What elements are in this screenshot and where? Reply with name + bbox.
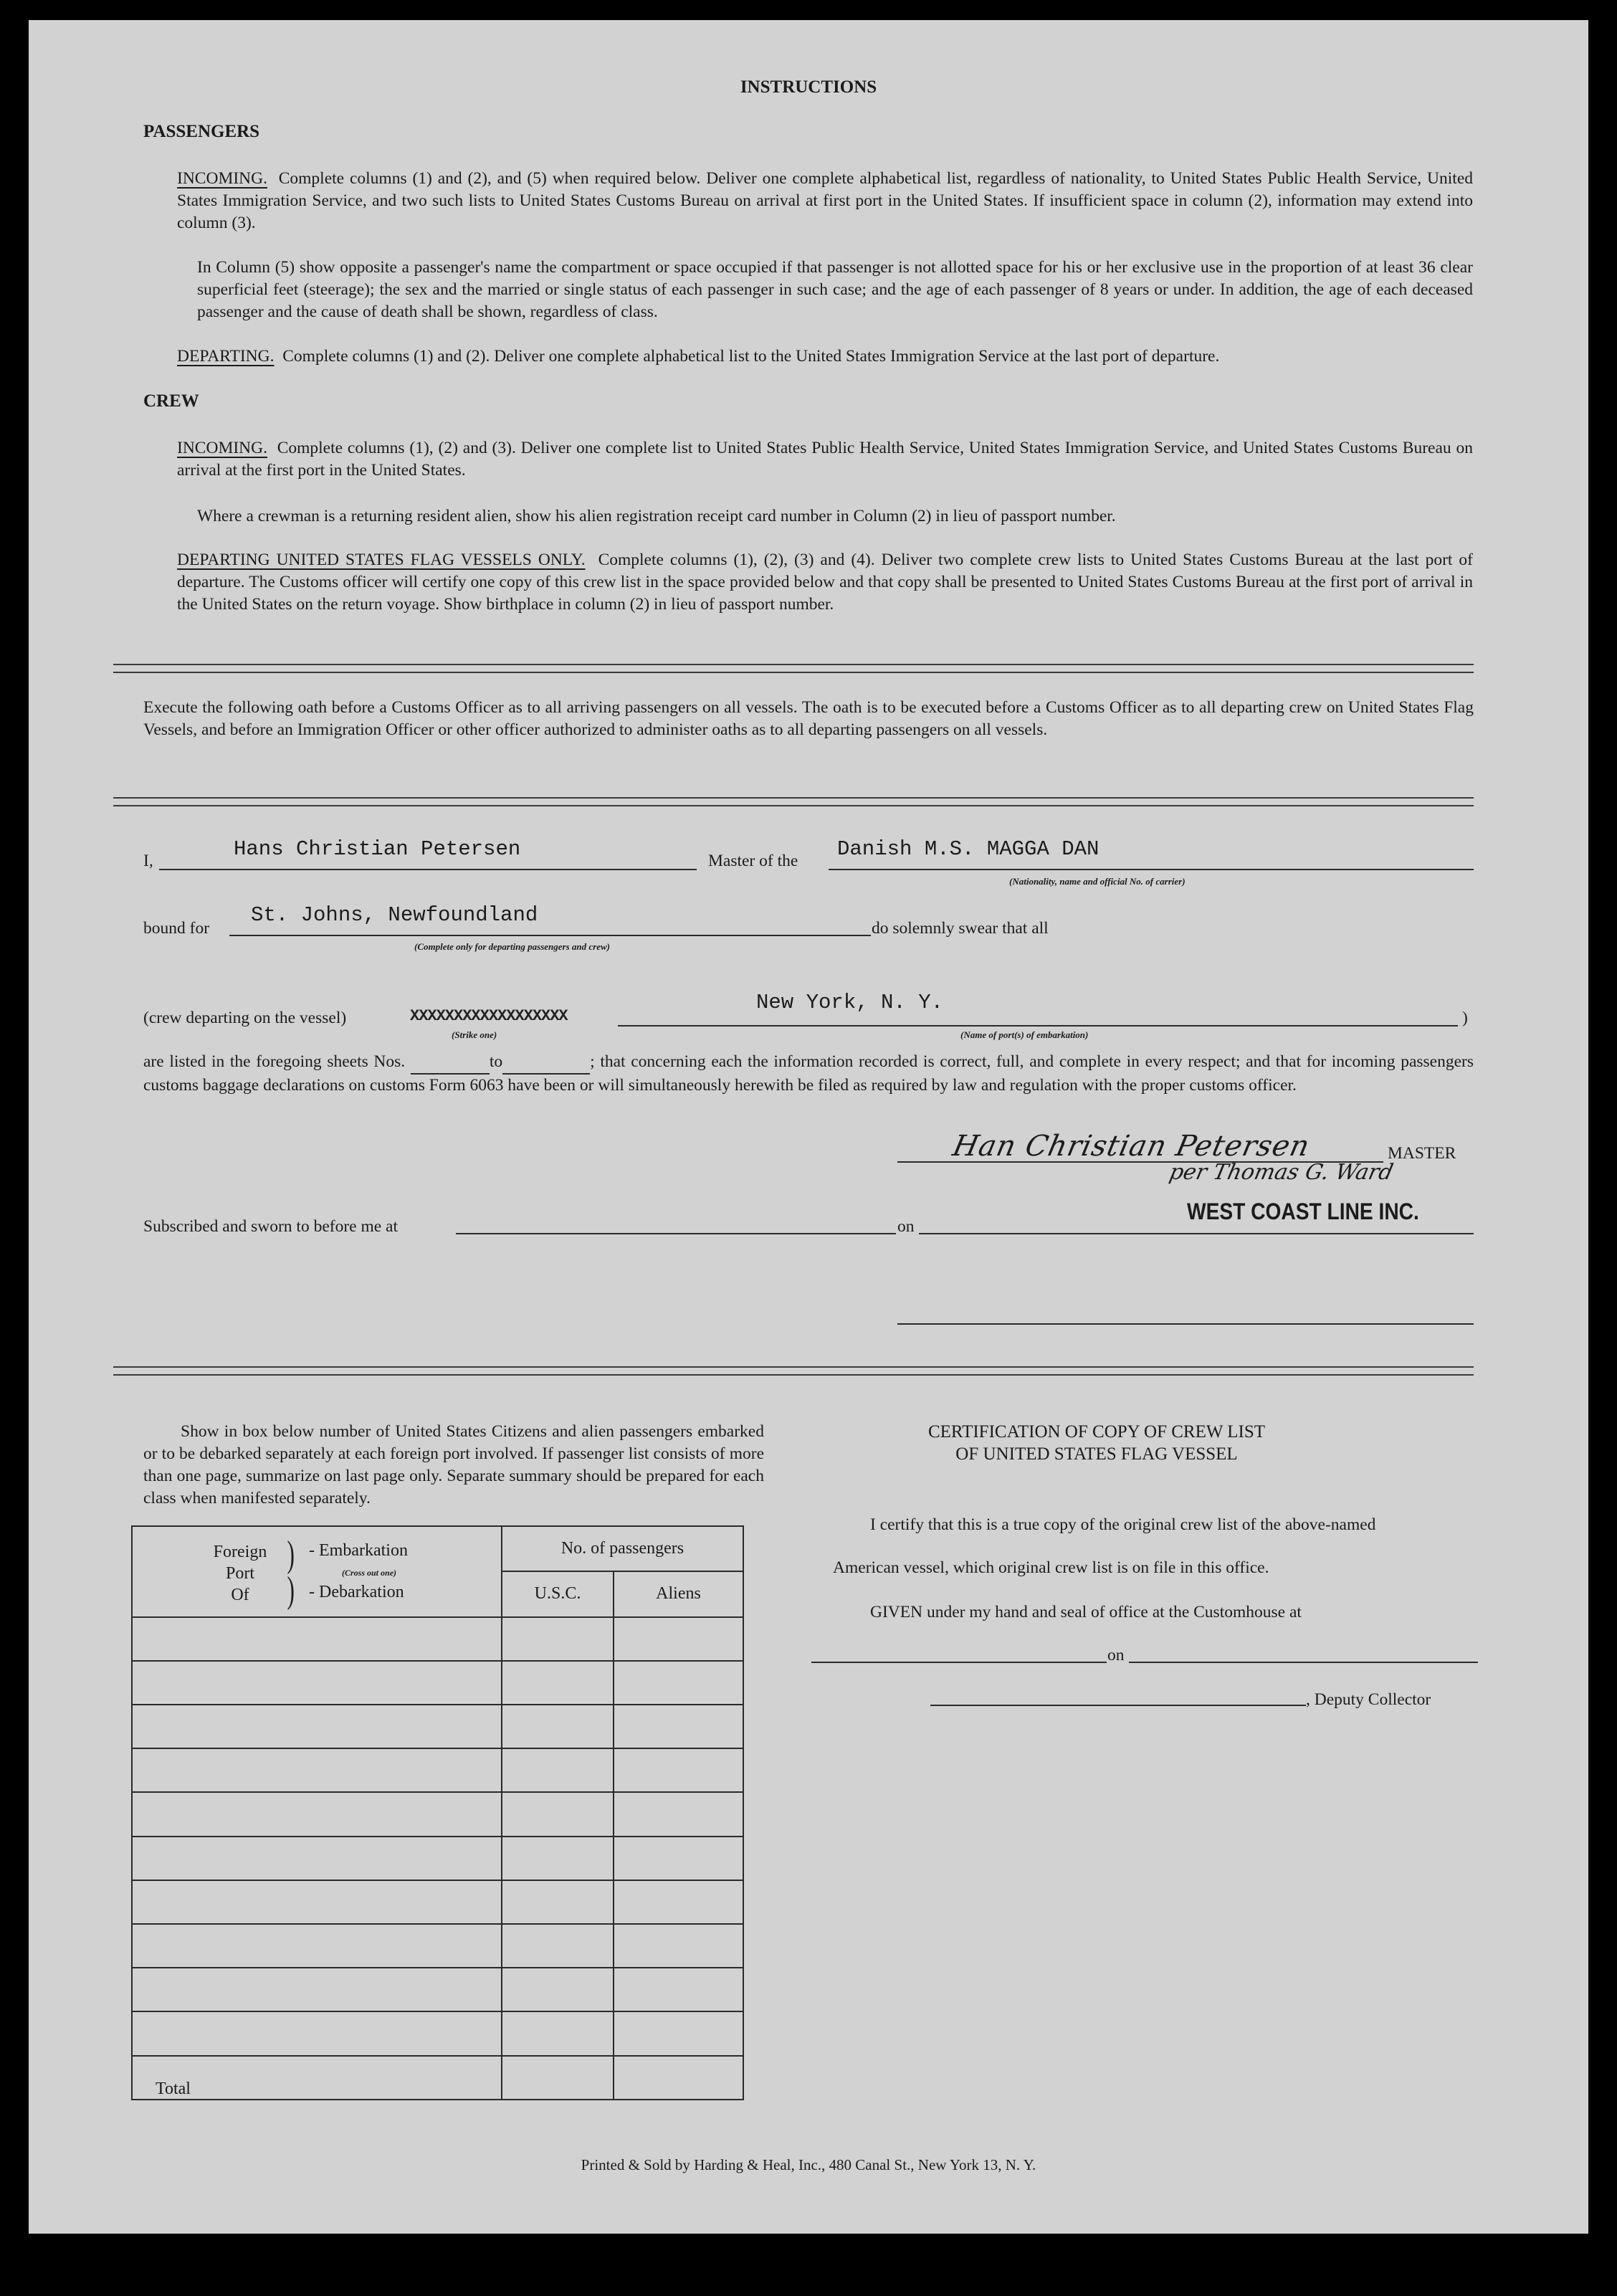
signature-per: per Thomas G. Ward (1167, 1160, 1396, 1185)
table-row (132, 1924, 743, 1968)
embarkation-caption: (Name of port(s) of embarkation) (960, 1029, 1089, 1040)
passengers-column5-paragraph: In Column (5) show opposite a passenger's name the compartment or space occupied if that passenger is not allotted space for his or her exclusive use in the proportion of at least 36 clear superficial feet (steerage); the sex and the married or single status of each passenger in such case; and the age of each passenger of 8 years or under. In addition, the age of each deceased passenger and the cause of death shall be shown, regardless of class. (197, 258, 1473, 321)
total-label-cell (132, 2056, 502, 2100)
sheet-to-field[interactable] (502, 1051, 590, 1075)
crew-returning-paragraph: Where a crewman is a returning resident alien, show his alien registration receipt card number in Column (2) in lieu of passport number. (197, 507, 1116, 525)
usc-cell[interactable] (502, 1924, 614, 1968)
port-cell[interactable] (132, 1837, 502, 1880)
usc-header: U.S.C. (502, 1571, 614, 1616)
aliens-cell[interactable] (614, 1880, 743, 1924)
usc-cell[interactable] (502, 1968, 614, 2011)
table-row (132, 1880, 743, 1924)
crew-departing-label: (crew departing on the vessel) (143, 1009, 347, 1027)
section-divider (113, 664, 1474, 673)
certification-title-line2: OF UNITED STATES FLAG VESSEL (955, 1444, 1238, 1464)
embarkation-field-line (618, 1004, 1458, 1026)
oath-i-label: I, (143, 852, 153, 870)
certify-line1: I certify that this is a true copy of the original crew list of the above-named (870, 1515, 1376, 1534)
debarkation-option: - Debarkation (309, 1583, 404, 1602)
passengers-incoming-text: Complete columns (1) and (2), and (5) when required below. Deliver one complete alphabetical list, regardless of nationality, to United States Public Health Service, United States Immigration Service, and two such lists to United States Customs Bureau on arrival at first port in the United States. If insufficient space in column (2), information may extend into column (3). (177, 169, 1474, 232)
usc-cell[interactable] (502, 1792, 614, 1836)
total-label: Total (156, 2080, 191, 2098)
usc-cell[interactable] (502, 1880, 614, 1924)
passengers-incoming-paragraph (177, 168, 1473, 234)
table-row (132, 1748, 743, 1792)
total-row (132, 2056, 743, 2100)
port-cell[interactable] (132, 1705, 502, 1748)
table-row (132, 1705, 743, 1748)
usc-cell[interactable] (502, 1661, 614, 1705)
port-cell[interactable] (132, 1924, 502, 1968)
total-aliens-cell[interactable] (614, 2056, 743, 2100)
strike-caption: (Strike one) (452, 1029, 497, 1040)
port-cell[interactable] (132, 1617, 502, 1661)
listed-rest: ; that concerning each the information recorded is correct, full, and complete in every respect; and that for incoming passengers customs baggage declarations on customs Form 6063 have been or will simultaneously herewith be filed as required by law and regulation with the proper customs officer. (143, 1052, 1474, 1095)
usc-cell[interactable] (502, 1748, 614, 1792)
aliens-cell[interactable] (614, 1705, 743, 1748)
cross-out-caption: (Cross out one) (342, 1568, 397, 1578)
table-row (132, 1968, 743, 2011)
table-row (132, 2011, 743, 2055)
master-label: MASTER (1388, 1144, 1456, 1163)
subscribed-date-field[interactable] (919, 1211, 1474, 1234)
crew-incoming-text: Complete columns (1), (2) and (3). Deliver one complete list to United States Public Health Service, United States Immigration Service, and United States Customs Bureau on arrival at the first port in the United States. (177, 439, 1473, 480)
passengers-departing-text: Complete columns (1) and (2). Deliver one complete alphabetical list to the United States Immigration Service at the last port of departure. (282, 347, 1220, 366)
table-row (132, 1661, 743, 1705)
usc-cell[interactable] (502, 1705, 614, 1748)
swear-text: do solemnly swear that all (872, 919, 1049, 938)
embarkation-port-field[interactable]: New York, N. Y. (756, 991, 944, 1014)
aliens-cell[interactable] (614, 1748, 743, 1792)
deputy-collector-label: , Deputy Collector (1306, 1690, 1431, 1709)
certification-on-label: on (1107, 1646, 1125, 1664)
aliens-cell[interactable] (614, 1661, 743, 1705)
listed-prefix: are listed in the foregoing sheets Nos. (143, 1052, 406, 1071)
crew-departing-text: Complete columns (1), (2), (3) and (4). Deliver two complete crew lists to United States Customs Bureau at the last port of departure. The Customs officer will certify one copy of this crew list in the space provided below and that copy shall be presented to United States Customs Bureau at the first port of arrival in the United States on the return voyage. Show birthplace in column (2) in lieu of passport number. (177, 551, 1473, 614)
passengers-departing-paragraph (177, 346, 1473, 368)
passenger-summary-table (131, 1525, 744, 2100)
given-text: GIVEN under my hand and seal of office at the Customhouse at (870, 1603, 1302, 1621)
customhouse-field[interactable] (811, 1642, 1107, 1663)
master-name-field[interactable]: Hans Christian Petersen (234, 837, 521, 861)
aliens-cell[interactable] (614, 2011, 743, 2055)
aliens-cell[interactable] (614, 1837, 743, 1880)
page-title: INSTRUCTIONS (740, 77, 877, 97)
brace-upper: ) (287, 1534, 295, 1576)
crew-departing-paragraph (177, 549, 1473, 616)
passengers-departing-label: DEPARTING. (177, 347, 275, 366)
aliens-header: Aliens (614, 1571, 743, 1616)
aliens-cell[interactable] (614, 1968, 743, 2011)
certification-date-field[interactable] (1129, 1642, 1478, 1663)
total-usc-cell[interactable] (502, 2056, 614, 2100)
subscribed-place-field[interactable] (456, 1211, 896, 1234)
port-cell[interactable] (132, 1748, 502, 1792)
officer-signature-field[interactable] (897, 1302, 1474, 1325)
table-row (132, 1837, 743, 1880)
port-cell[interactable] (132, 1968, 502, 2011)
foreign-port-header (132, 1526, 502, 1617)
vessel-caption: (Nationality, name and official No. of carrier) (1009, 876, 1186, 887)
section-divider (113, 1366, 1474, 1376)
bound-for-label: bound for (143, 919, 210, 938)
passengers-incoming-label: INCOMING. (177, 169, 267, 188)
sheet-from-field[interactable] (411, 1051, 490, 1075)
struck-text: XXXXXXXXXXXXXXXXXX (410, 1007, 568, 1025)
usc-cell[interactable] (502, 1837, 614, 1880)
table-row (132, 1617, 743, 1661)
port-cell[interactable] (132, 1661, 502, 1705)
close-paren: ) (1462, 1009, 1468, 1027)
table-row (132, 1792, 743, 1836)
subscribed-label: Subscribed and sworn to before me at (143, 1217, 399, 1236)
listed-to: to (489, 1052, 503, 1071)
oath-intro-paragraph: Execute the following oath before a Customs Officer as to all arriving passengers on all vessels. The oath is to be executed before a Customs Officer as to all departing crew on United States Flag Vessels, and before an Immigration Officer or other officer authorized to administer oaths as to all departing passengers on all vessels. (143, 698, 1474, 739)
aliens-cell[interactable] (614, 1924, 743, 1968)
usc-cell[interactable] (502, 1617, 614, 1661)
bound-for-caption: (Complete only for departing passengers and crew) (414, 941, 610, 952)
passengers-heading: PASSENGERS (143, 122, 260, 141)
col-port-line2: Port (225, 1564, 254, 1583)
vessel-field[interactable]: Danish M.S. MAGGA DAN (837, 837, 1100, 861)
crew-heading: CREW (143, 391, 199, 411)
aliens-cell[interactable] (614, 1617, 743, 1661)
crew-incoming-label: INCOMING. (177, 439, 267, 457)
subscribed-on-label: on (897, 1217, 915, 1236)
no-of-passengers-header: No. of passengers (502, 1526, 743, 1571)
certification-title-line1: CERTIFICATION OF COPY OF CREW LIST (927, 1422, 1266, 1442)
master-signature: Han Christian Petersen (950, 1130, 1313, 1163)
master-of-label: Master of the (708, 852, 798, 870)
port-cell[interactable] (132, 1792, 502, 1836)
brace-lower: ) (287, 1570, 295, 1611)
section-divider (113, 797, 1474, 806)
deputy-collector-field[interactable] (930, 1685, 1306, 1706)
listed-paragraph (143, 1051, 1474, 1097)
crew-incoming-paragraph (177, 437, 1473, 482)
col-port-line3: Of (231, 1586, 249, 1605)
printer-footer: Printed & Sold by Harding & Heal, Inc., 480 Canal St., New York 13, N. Y. (581, 2156, 1036, 2173)
usc-cell[interactable] (502, 2011, 614, 2055)
bound-for-field[interactable]: St. Johns, Newfoundland (251, 903, 538, 927)
port-cell[interactable] (132, 2011, 502, 2055)
crew-departing-label: DEPARTING UNITED STATES FLAG VESSELS ONLY. (177, 551, 586, 569)
embarkation-option: - Embarkation (309, 1541, 408, 1561)
company-stamp: WEST COAST LINE INC. (1187, 1199, 1419, 1224)
port-cell[interactable] (132, 1880, 502, 1924)
summary-instructions: Show in box below number of United States Citizens and alien passengers embarked or to be debarked separately at each foreign port involved. If passenger list consists of more than one page, summarize on last page only. Separate summary should be prepared for each class when manifested separately. (143, 1422, 764, 1507)
aliens-cell[interactable] (614, 1792, 743, 1836)
col-port-line1: Foreign (213, 1543, 267, 1562)
certify-line2: American vessel, which original crew list is on file in this office. (833, 1558, 1269, 1577)
